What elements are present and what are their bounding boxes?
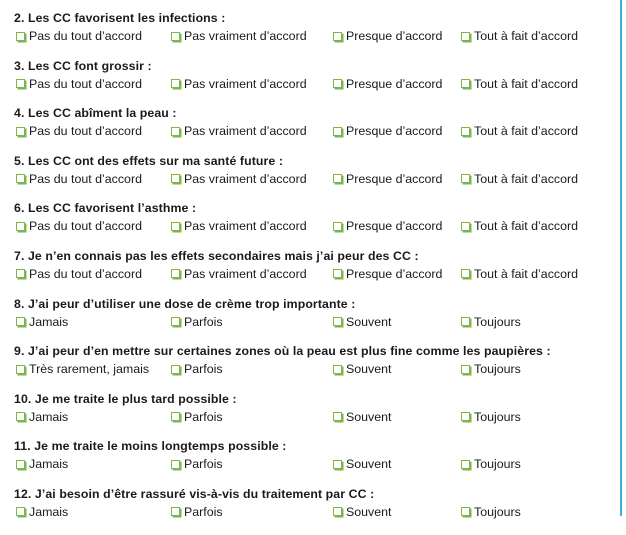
checkbox-icon[interactable] xyxy=(171,222,180,231)
checkbox-icon[interactable] xyxy=(333,317,342,326)
option-label: Jamais xyxy=(29,457,69,472)
answer-option[interactable] xyxy=(461,124,578,138)
checkbox-icon[interactable] xyxy=(16,365,25,374)
answer-option[interactable] xyxy=(461,77,578,91)
option-label: Tout à fait d’accord xyxy=(474,219,579,234)
answer-option[interactable] xyxy=(333,410,391,424)
checkbox-icon[interactable] xyxy=(461,127,470,136)
checkbox-icon[interactable] xyxy=(171,317,180,326)
question xyxy=(14,106,614,154)
answer-option[interactable] xyxy=(171,410,223,424)
page-border xyxy=(620,0,622,516)
question-title: 3. Les CC font grossir : xyxy=(14,58,152,73)
option-label: Pas du tout d’accord xyxy=(29,124,142,139)
option-label: Pas vraiment d’accord xyxy=(184,29,307,43)
answer-option[interactable] xyxy=(461,172,578,186)
question xyxy=(14,59,614,107)
option-label: Tout à fait d’accord xyxy=(474,76,579,91)
answer-option[interactable] xyxy=(333,29,442,43)
answer-option[interactable] xyxy=(171,505,223,519)
option-label: Presque d’accord xyxy=(346,29,443,43)
option-label: Tout à fait d’accord xyxy=(474,266,579,281)
answer-options xyxy=(14,457,614,475)
option-label: Toujours xyxy=(474,457,521,472)
checkbox-icon[interactable] xyxy=(16,507,25,516)
option-label: Jamais xyxy=(29,504,69,519)
option-label: Pas vraiment d’accord xyxy=(184,266,307,281)
checkbox-icon[interactable] xyxy=(461,317,470,326)
answer-options xyxy=(14,267,614,285)
option-label: Pas vraiment d’accord xyxy=(184,124,307,139)
option-label: Jamais xyxy=(29,314,69,329)
answer-option[interactable] xyxy=(461,457,521,471)
checkbox-icon[interactable] xyxy=(461,365,470,374)
option-label: Pas vraiment d’accord xyxy=(184,76,307,91)
answer-option[interactable] xyxy=(461,505,521,519)
answer-option[interactable] xyxy=(16,410,68,424)
checkbox-icon[interactable] xyxy=(461,460,470,469)
option-label: Presque d’accord xyxy=(346,76,443,91)
answer-options xyxy=(14,124,614,142)
answer-option[interactable] xyxy=(333,457,391,471)
checkbox-icon[interactable] xyxy=(171,127,180,136)
answer-option[interactable] xyxy=(333,124,442,138)
option-label: Pas du tout d’accord xyxy=(29,76,142,91)
questionnaire xyxy=(14,11,614,535)
option-label: Parfois xyxy=(184,457,223,472)
question-title: 10. Je me traite le plus tard possible : xyxy=(14,391,237,406)
answer-option[interactable] xyxy=(16,124,142,138)
question xyxy=(14,11,614,59)
answer-options xyxy=(14,172,614,190)
answer-option[interactable] xyxy=(16,267,142,281)
option-label: Parfois xyxy=(184,409,223,424)
option-label: Toujours xyxy=(474,362,521,377)
answer-option[interactable] xyxy=(461,219,578,233)
answer-option[interactable] xyxy=(16,505,68,519)
answer-option[interactable] xyxy=(171,77,307,91)
checkbox-icon[interactable] xyxy=(16,317,25,326)
checkbox-icon[interactable] xyxy=(333,32,342,41)
answer-option[interactable] xyxy=(171,457,223,471)
checkbox-icon[interactable] xyxy=(171,269,180,278)
question-title: 12. J’ai besoin d’être rassuré vis-à-vis du traitement par CC : xyxy=(14,486,375,501)
option-label: Presque d’accord xyxy=(346,219,443,234)
checkbox-icon[interactable] xyxy=(16,79,25,88)
option-label: Souvent xyxy=(346,457,392,472)
option-label: Tout à fait d’accord xyxy=(474,124,579,139)
checkbox-icon[interactable] xyxy=(171,174,180,183)
checkbox-icon[interactable] xyxy=(461,79,470,88)
answer-option[interactable] xyxy=(16,29,142,43)
answer-option[interactable] xyxy=(461,29,578,43)
answer-option[interactable] xyxy=(16,362,149,376)
checkbox-icon[interactable] xyxy=(171,507,180,516)
option-label: Souvent xyxy=(346,314,392,329)
answer-option[interactable] xyxy=(333,172,442,186)
option-label: Tout à fait d’accord xyxy=(474,171,579,186)
answer-option[interactable] xyxy=(461,267,578,281)
answer-option[interactable] xyxy=(461,315,521,329)
question-title: 6. Les CC favorisent l’asthme : xyxy=(14,201,197,216)
question xyxy=(14,392,614,440)
question-title: 4. Les CC abîment la peau : xyxy=(14,106,177,121)
answer-options xyxy=(14,410,614,428)
answer-option[interactable] xyxy=(16,315,68,329)
option-label: Tout à fait d’accord xyxy=(474,29,579,43)
checkbox-icon[interactable] xyxy=(461,174,470,183)
checkbox-icon[interactable] xyxy=(333,222,342,231)
checkbox-icon[interactable] xyxy=(171,32,180,41)
question-title: 8. J’ai peur d’utiliser une dose de crème trop importante : xyxy=(14,296,356,311)
question-title: 11. Je me traite le moins longtemps possible : xyxy=(14,439,287,454)
option-label: Parfois xyxy=(184,504,223,519)
option-label: Presque d’accord xyxy=(346,266,443,281)
option-label: Toujours xyxy=(474,409,521,424)
checkbox-icon[interactable] xyxy=(333,174,342,183)
option-label: Parfois xyxy=(184,362,223,377)
answer-option[interactable] xyxy=(171,29,307,43)
checkbox-icon[interactable] xyxy=(16,32,25,41)
answer-options xyxy=(14,505,614,523)
question xyxy=(14,249,614,297)
answer-options xyxy=(14,315,614,333)
checkbox-icon[interactable] xyxy=(333,365,342,374)
checkbox-icon[interactable] xyxy=(16,269,25,278)
answer-option[interactable] xyxy=(333,315,391,329)
checkbox-icon[interactable] xyxy=(333,412,342,421)
option-label: Toujours xyxy=(474,314,521,329)
checkbox-icon[interactable] xyxy=(16,127,25,136)
option-label: Pas vraiment d’accord xyxy=(184,219,307,234)
checkbox-icon[interactable] xyxy=(461,269,470,278)
checkbox-icon[interactable] xyxy=(171,460,180,469)
checkbox-icon[interactable] xyxy=(461,507,470,516)
answer-options xyxy=(14,362,614,380)
answer-options xyxy=(14,77,614,95)
answer-option[interactable] xyxy=(333,362,391,376)
option-label: Pas du tout d’accord xyxy=(29,171,142,186)
answer-options xyxy=(14,29,614,47)
answer-option[interactable] xyxy=(171,172,307,186)
answer-option[interactable] xyxy=(16,457,68,471)
option-label: Pas du tout d’accord xyxy=(29,219,142,234)
question xyxy=(14,344,614,392)
question-title: 9. J’ai peur d’en mettre sur certaines zones où la peau est plus fine comme les paupières : xyxy=(14,344,551,359)
checkbox-icon[interactable] xyxy=(333,460,342,469)
question xyxy=(14,297,614,345)
answer-option[interactable] xyxy=(333,77,442,91)
question xyxy=(14,487,614,535)
option-label: Souvent xyxy=(346,362,392,377)
checkbox-icon[interactable] xyxy=(16,222,25,231)
checkbox-icon[interactable] xyxy=(171,79,180,88)
option-label: Souvent xyxy=(346,504,392,519)
checkbox-icon[interactable] xyxy=(461,32,470,41)
checkbox-icon[interactable] xyxy=(16,460,25,469)
option-label: Très rarement, jamais xyxy=(29,362,150,377)
answer-option[interactable] xyxy=(171,362,223,376)
answer-option[interactable] xyxy=(16,172,142,186)
question xyxy=(14,439,614,487)
answer-option[interactable] xyxy=(171,219,307,233)
checkbox-icon[interactable] xyxy=(171,365,180,374)
checkbox-icon[interactable] xyxy=(461,222,470,231)
checkbox-icon[interactable] xyxy=(171,412,180,421)
checkbox-icon[interactable] xyxy=(333,507,342,516)
checkbox-icon[interactable] xyxy=(333,127,342,136)
option-label: Jamais xyxy=(29,409,69,424)
answer-option[interactable] xyxy=(461,362,521,376)
answer-option[interactable] xyxy=(171,267,307,281)
checkbox-icon[interactable] xyxy=(333,79,342,88)
answer-option[interactable] xyxy=(16,77,142,91)
question-title: 2. Les CC favorisent les infections : xyxy=(14,11,226,25)
option-label: Presque d’accord xyxy=(346,171,443,186)
option-label: Parfois xyxy=(184,314,223,329)
checkbox-icon[interactable] xyxy=(333,269,342,278)
option-label: Toujours xyxy=(474,504,521,519)
answer-option[interactable] xyxy=(171,124,307,138)
checkbox-icon[interactable] xyxy=(16,412,25,421)
answer-options xyxy=(14,219,614,237)
answer-option[interactable] xyxy=(16,219,142,233)
checkbox-icon[interactable] xyxy=(461,412,470,421)
answer-option[interactable] xyxy=(171,315,223,329)
question xyxy=(14,154,614,202)
checkbox-icon[interactable] xyxy=(16,174,25,183)
question-title: 7. Je n’en connais pas les effets secondaires mais j’ai peur des CC : xyxy=(14,248,419,263)
question xyxy=(14,201,614,249)
option-label: Presque d’accord xyxy=(346,124,443,139)
option-label: Souvent xyxy=(346,409,392,424)
answer-option[interactable] xyxy=(333,219,442,233)
answer-option[interactable] xyxy=(333,267,442,281)
answer-option[interactable] xyxy=(461,410,521,424)
option-label: Pas du tout d’accord xyxy=(29,266,142,281)
answer-option[interactable] xyxy=(333,505,391,519)
question-title: 5. Les CC ont des effets sur ma santé future : xyxy=(14,153,284,168)
option-label: Pas du tout d’accord xyxy=(29,29,142,43)
option-label: Pas vraiment d’accord xyxy=(184,171,307,186)
